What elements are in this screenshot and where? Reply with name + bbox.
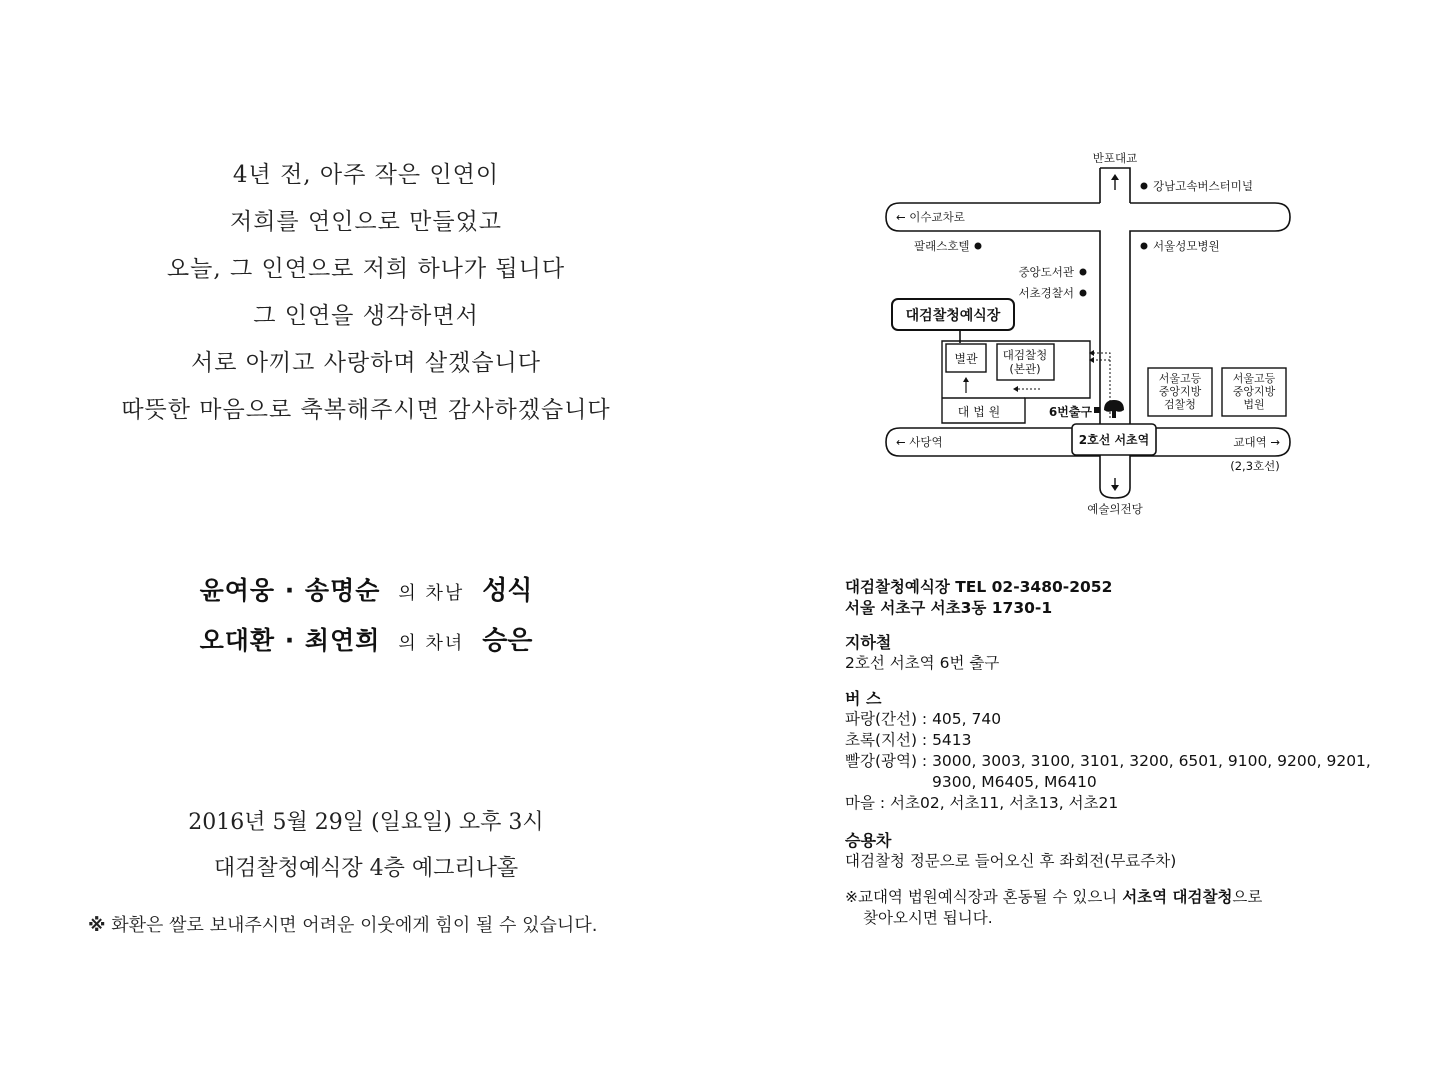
poem-line-5: 서로 아끼고 사랑하며 살겠습니다	[191, 350, 541, 376]
note-mark: ※	[88, 915, 106, 936]
poem-line-3: 오늘, 그 인연으로 저희 하나가 됩니다	[166, 256, 566, 282]
south-label: 예술의전당	[1087, 502, 1143, 516]
main-building-label-1: 대검찰청	[1002, 348, 1048, 362]
bride-name: 승은	[482, 626, 533, 656]
event-datetime: 2016년 5월 29일 (일요일) 오후 3시	[188, 810, 544, 835]
car-head: 승용차	[845, 831, 892, 850]
court2-line-1: 서울고등	[1232, 372, 1276, 385]
groom-relation: 의 차남	[398, 583, 465, 604]
north-label: 반포대교	[1092, 151, 1138, 165]
event-venue: 대검찰청예식장 4층 예그리나홀	[213, 856, 519, 881]
poem-line-2: 저희를 연인으로 만들었고	[229, 209, 503, 235]
venue-callout-text: 대검찰청예식장	[905, 308, 1001, 324]
groom-family	[80, 570, 652, 607]
court2-line-3: 법원	[1243, 398, 1265, 411]
landmark-police: 서초경찰서	[1018, 286, 1074, 300]
landmark-bus-terminal: 강남고속버스터미널	[1153, 179, 1253, 193]
subway-section	[845, 632, 999, 674]
rice-note	[88, 911, 688, 937]
bus-blue: 파랑(간선) : 405, 740	[845, 710, 1002, 728]
venue-tel: 대검찰청예식장 TEL 02-3480-2052	[845, 578, 1113, 596]
poem-line-4: 그 인연을 생각하면서	[253, 303, 479, 329]
venue-address: 서울 서초구 서초3동 1730-1	[845, 599, 1053, 617]
landmark-palace-hotel: 팔래스호텔	[914, 239, 970, 253]
bride-relation: 의 차녀	[398, 633, 465, 654]
bride-family	[80, 620, 652, 657]
poem-line-6: 따뜻한 마음으로 축복해주시면 감사하겠습니다	[121, 397, 611, 423]
warning-pre: ※교대역 법원예식장과 혼동될 수 있으니	[845, 888, 1123, 906]
court2-line-2: 중앙지방	[1232, 385, 1276, 398]
bus-section	[845, 688, 1371, 814]
car-text: 대검찰청 정문으로 들어오신 후 좌회전(무료주차)	[845, 852, 1177, 870]
east-bottom-label: 교대역 →	[1233, 435, 1280, 449]
station-label: 2호선 서초역	[1078, 433, 1150, 447]
bus-red-cont: 9300, M6405, M6410	[932, 773, 1097, 791]
location-map	[880, 148, 1310, 528]
court1-line-2: 중앙지방	[1158, 385, 1202, 398]
west-bottom-label: ← 사당역	[896, 435, 943, 449]
annex-label: 별관	[954, 352, 978, 366]
warning-bold: 서초역 대검찰청	[1122, 888, 1233, 906]
subway-text: 2호선 서초역 6번 출구	[845, 654, 1000, 672]
subway-head: 지하철	[845, 633, 892, 652]
court1-line-3: 검찰청	[1164, 398, 1196, 411]
landmark-library: 중앙도서관	[1018, 265, 1074, 279]
bus-red: 빨강(광역) : 3000, 3003, 3100, 3101, 3200, 6501, 9100, 9200, 9201,	[845, 752, 1371, 770]
poem-line-1: 4년 전, 아주 작은 인연이	[232, 162, 500, 188]
bus-village: 마을 : 서초02, 서초11, 서초13, 서초21	[845, 794, 1119, 812]
warning-line-1	[845, 887, 1262, 908]
car-section	[845, 830, 1176, 872]
west-top-label: ← 이수교차로	[896, 210, 965, 224]
tree-icon	[1104, 400, 1124, 418]
warning-note	[845, 887, 1262, 929]
groom-parents: 윤여웅 · 송명순	[199, 576, 381, 605]
main-building-label-2: (본관)	[1009, 362, 1041, 376]
landmark-st-mary: 서울성모병원	[1153, 239, 1220, 253]
bus-green: 초록(지선) : 5413	[845, 731, 972, 749]
supreme-court-label: 대 법 원	[957, 405, 1001, 419]
exit-label: 6번출구	[1048, 405, 1092, 419]
bus-head: 버 스	[845, 689, 882, 708]
court1-line-1: 서울고등	[1158, 372, 1202, 385]
east-bottom-sub: (2,3호선)	[1230, 459, 1280, 473]
groom-name: 성식	[482, 576, 533, 606]
warning-post: 으로	[1232, 888, 1263, 906]
bride-parents: 오대환 · 최연희	[199, 626, 381, 655]
warning-line-2: 찾아오시면 됩니다.	[863, 909, 993, 927]
note-text: 화환은 쌀로 보내주시면 어려운 이웃에게 힘이 될 수 있습니다.	[111, 915, 598, 936]
venue-contact	[845, 577, 1112, 619]
